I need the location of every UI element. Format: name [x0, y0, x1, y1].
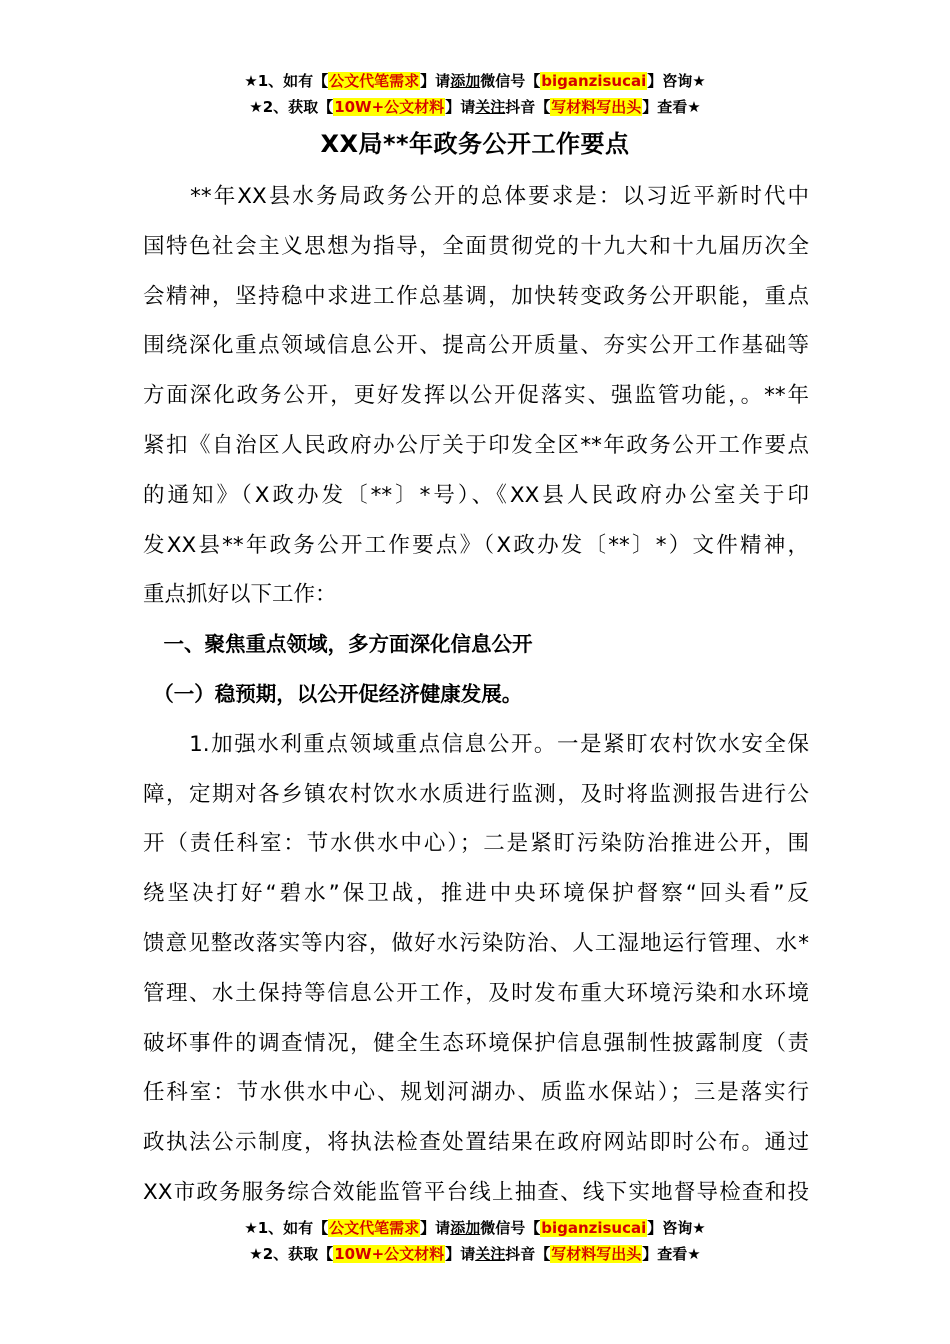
paragraph-line: 围绕深化重点领域信息公开、提高公开质量、夯实公开工作基础等: [143, 333, 809, 359]
underlined-text: 添加: [450, 1219, 481, 1237]
banner-line-2: [0, 1241, 950, 1267]
paragraph-line: 破坏事件的调查情况，健全生态环境保护信息强制性披露制度（责: [143, 1030, 809, 1056]
banner-text: 抖音【: [505, 1245, 551, 1263]
paragraph-line: 任科室：节水供水中心、规划河湖办、质监水保站）；三是落实行: [143, 1080, 809, 1106]
paragraph-line: 紧扣《自治区人民政府办公厅关于印发全区**年政务公开工作要点: [143, 432, 809, 458]
banner-text: 】查看★: [642, 1245, 701, 1263]
footer-banner: [0, 1215, 950, 1267]
highlight-text: biganzisucai: [541, 1219, 647, 1237]
paragraph-line: XX市政务服务综合效能监管平台线上抽查、线下实地督导检查和投: [143, 1179, 809, 1205]
banner-line-1: [0, 1215, 950, 1241]
banner-text: 】请: [445, 98, 476, 116]
paragraph-line: 馈意见整改落实等内容，做好水污染防治、人工湿地运行管理、水*: [143, 930, 809, 956]
highlight-text: 10W+公文材料: [334, 98, 445, 116]
banner-text: 】咨询★: [647, 1219, 706, 1237]
banner-line-2: [0, 94, 950, 120]
subsection-heading: （一）稳预期，以公开促经济健康发展。: [143, 681, 523, 706]
banner-text: ★1、如有【: [244, 1219, 329, 1237]
banner-text: 】请: [445, 1245, 476, 1263]
paragraph-line: 管理、水土保持等信息公开工作，及时发布重大环境污染和水环境: [143, 980, 809, 1006]
underlined-text: 添加: [450, 72, 481, 90]
banner-text: 微信号【: [480, 72, 541, 90]
highlight-text: 10W+公文材料: [334, 1245, 445, 1263]
header-banner: [0, 68, 950, 120]
paragraph-line: 国特色社会主义思想为指导，全面贯彻党的十九大和十九届历次全: [143, 233, 809, 259]
section-heading: 一、聚焦重点领域，多方面深化信息公开: [143, 632, 533, 657]
paragraph-line: 政执法公示制度，将执法检查处置结果在政府网站即时公布。通过: [143, 1130, 809, 1156]
document-body: [143, 172, 809, 1218]
paragraph-line: 重点抓好以下工作：: [143, 582, 337, 608]
paragraph-line: **年XX县水务局政务公开的总体要求是：以习近平新时代中: [143, 184, 809, 209]
paragraph-line: 会精神，坚持稳中求进工作总基调，加快转变政务公开职能，重点: [143, 283, 809, 309]
highlight-text: 公文代笔需求: [329, 72, 420, 90]
document-title: XX局**年政务公开工作要点: [320, 130, 630, 158]
banner-text: ★2、获取【: [249, 98, 334, 116]
highlight-text: 写材料写出头: [551, 98, 642, 116]
paragraph-line: 开（责任科室：节水供水中心）；二是紧盯污染防治推进公开，围: [143, 831, 809, 857]
banner-text: 抖音【: [505, 98, 551, 116]
underlined-text: 关注: [475, 1245, 506, 1263]
paragraph-line: 方面深化政务公开，更好发挥以公开促落实、强监管功能，。**年: [143, 383, 809, 409]
paragraph-line: 发XX县**年政务公开工作要点》（X政办发〔**〕*）文件精神，: [143, 532, 809, 558]
paragraph-line: 1.加强水利重点领域重点信息公开。一是紧盯农村饮水安全保: [143, 731, 809, 757]
banner-text: 】咨询★: [647, 72, 706, 90]
underlined-text: 关注: [475, 98, 506, 116]
banner-text: ★1、如有【: [244, 72, 329, 90]
banner-text: 微信号【: [480, 1219, 541, 1237]
banner-text: 】请: [420, 1219, 451, 1237]
highlight-text: 公文代笔需求: [329, 1219, 420, 1237]
banner-line-1: [0, 68, 950, 94]
banner-text: ★2、获取【: [249, 1245, 334, 1263]
paragraph-line: 绕坚决打好“碧水”保卫战，推进中央环境保护督察“回头看”反: [143, 881, 809, 907]
banner-text: 】请: [420, 72, 451, 90]
paragraph-line: 障，定期对各乡镇农村饮水水质进行监测，及时将监测报告进行公: [143, 781, 809, 807]
paragraph-line: 的通知》（X政办发〔**〕*号）、《XX县人民政府办公室关于印: [143, 482, 809, 508]
highlight-text: biganzisucai: [541, 72, 647, 90]
highlight-text: 写材料写出头: [551, 1245, 642, 1263]
banner-text: 】查看★: [642, 98, 701, 116]
